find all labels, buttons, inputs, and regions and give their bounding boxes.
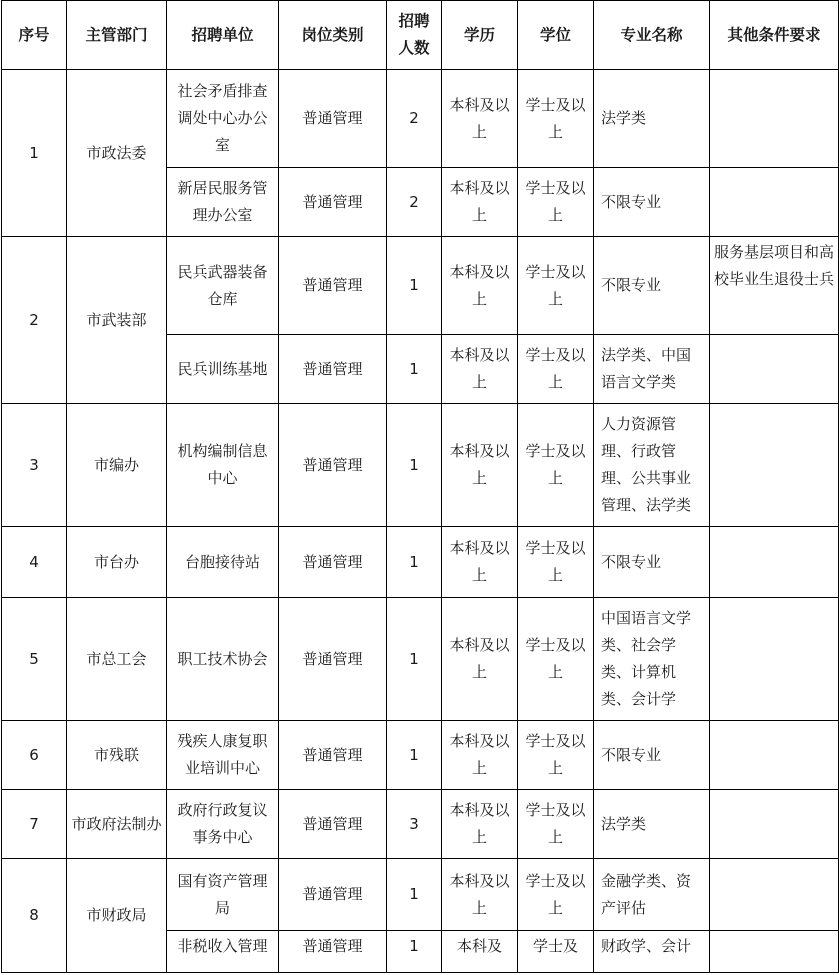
other-cell: 服务基层项目和高校毕业生退役士兵 — [710, 237, 839, 335]
other-cell — [710, 790, 839, 859]
education-cell: 本科及以上 — [442, 527, 518, 598]
recruitment-table — [1, 0, 839, 973]
header-unit: 招聘单位 — [167, 1, 279, 70]
seq-cell: 7 — [2, 790, 67, 859]
category-cell: 普通管理 — [279, 931, 387, 973]
header-major: 专业名称 — [594, 1, 710, 70]
category-cell: 普通管理 — [279, 790, 387, 859]
seq-cell: 5 — [2, 598, 67, 721]
education-cell: 本科及以上 — [442, 168, 518, 237]
category-cell: 普通管理 — [279, 404, 387, 527]
header-dept: 主管部门 — [67, 1, 167, 70]
other-cell — [710, 721, 839, 790]
table-row — [2, 404, 839, 527]
education-cell: 本科及以上 — [442, 790, 518, 859]
count-cell: 2 — [387, 168, 442, 237]
unit-cell: 政府行政复议事务中心 — [167, 790, 279, 859]
count-cell: 1 — [387, 859, 442, 931]
header-seq: 序号 — [2, 1, 67, 70]
seq-cell: 6 — [2, 721, 67, 790]
unit-cell: 新居民服务管理办公室 — [167, 168, 279, 237]
seq-cell: 4 — [2, 527, 67, 598]
degree-cell: 学士及以上 — [518, 168, 594, 237]
unit-cell: 机构编制信息中心 — [167, 404, 279, 527]
degree-cell: 学士及以上 — [518, 70, 594, 168]
other-cell — [710, 70, 839, 168]
major-cell: 人力资源管理、行政管理、公共事业管理、法学类 — [594, 404, 710, 527]
seq-cell: 2 — [2, 237, 67, 404]
header-row — [2, 1, 839, 70]
seq-cell: 3 — [2, 404, 67, 527]
education-cell: 本科及以上 — [442, 721, 518, 790]
education-cell: 本科及以上 — [442, 859, 518, 931]
dept-cell: 市财政局 — [67, 859, 167, 973]
major-cell: 法学类 — [594, 70, 710, 168]
unit-cell: 民兵武器装备仓库 — [167, 237, 279, 335]
degree-cell: 学士及以上 — [518, 335, 594, 404]
degree-cell: 学士及以上 — [518, 527, 594, 598]
dept-cell: 市残联 — [67, 721, 167, 790]
seq-cell: 1 — [2, 70, 67, 237]
unit-cell: 非税收入管理 — [167, 931, 279, 973]
degree-cell: 学士及以上 — [518, 404, 594, 527]
major-cell: 金融学类、资产评估 — [594, 859, 710, 931]
other-cell — [710, 931, 839, 973]
table-row — [2, 237, 839, 335]
major-cell: 不限专业 — [594, 721, 710, 790]
other-cell — [710, 527, 839, 598]
education-cell: 本科及以上 — [442, 335, 518, 404]
major-cell: 中国语言文学类、社会学类、计算机类、会计学 — [594, 598, 710, 721]
table-row — [2, 527, 839, 598]
education-cell: 本科及以上 — [442, 70, 518, 168]
header-degree: 学位 — [518, 1, 594, 70]
category-cell: 普通管理 — [279, 168, 387, 237]
unit-cell: 民兵训练基地 — [167, 335, 279, 404]
degree-cell: 学士及以上 — [518, 790, 594, 859]
other-cell — [710, 859, 839, 931]
count-cell: 1 — [387, 404, 442, 527]
unit-cell: 残疾人康复职业培训中心 — [167, 721, 279, 790]
other-cell — [710, 335, 839, 404]
count-cell: 1 — [387, 237, 442, 335]
count-cell: 1 — [387, 335, 442, 404]
major-cell: 财政学、会计 — [594, 931, 710, 973]
major-cell: 法学类、中国语言文学类 — [594, 335, 710, 404]
major-cell: 不限专业 — [594, 527, 710, 598]
unit-cell: 职工技术协会 — [167, 598, 279, 721]
dept-cell: 市政府法制办 — [67, 790, 167, 859]
major-cell: 不限专业 — [594, 237, 710, 335]
header-other: 其他条件要求 — [710, 1, 839, 70]
table-row — [2, 859, 839, 931]
unit-cell: 国有资产管理局 — [167, 859, 279, 931]
major-cell: 法学类 — [594, 790, 710, 859]
category-cell: 普通管理 — [279, 598, 387, 721]
education-cell: 本科及以上 — [442, 404, 518, 527]
category-cell: 普通管理 — [279, 527, 387, 598]
degree-cell: 学士及 — [518, 931, 594, 973]
category-cell: 普通管理 — [279, 859, 387, 931]
count-cell: 2 — [387, 70, 442, 168]
unit-cell: 社会矛盾排查调处中心办公室 — [167, 70, 279, 168]
degree-cell: 学士及以上 — [518, 598, 594, 721]
header-education: 学历 — [442, 1, 518, 70]
category-cell: 普通管理 — [279, 335, 387, 404]
table-row — [2, 790, 839, 859]
dept-cell: 市武装部 — [67, 237, 167, 404]
dept-cell: 市总工会 — [67, 598, 167, 721]
count-cell: 1 — [387, 721, 442, 790]
unit-cell: 台胞接待站 — [167, 527, 279, 598]
count-cell: 1 — [387, 527, 442, 598]
header-count: 招聘人数 — [387, 1, 442, 70]
other-cell — [710, 598, 839, 721]
table-row — [2, 721, 839, 790]
category-cell: 普通管理 — [279, 721, 387, 790]
header-category: 岗位类别 — [279, 1, 387, 70]
education-cell: 本科及以上 — [442, 237, 518, 335]
other-cell — [710, 168, 839, 237]
count-cell: 1 — [387, 931, 442, 973]
degree-cell: 学士及以上 — [518, 859, 594, 931]
dept-cell: 市编办 — [67, 404, 167, 527]
dept-cell: 市台办 — [67, 527, 167, 598]
table-row — [2, 598, 839, 721]
dept-cell: 市政法委 — [67, 70, 167, 237]
count-cell: 1 — [387, 598, 442, 721]
category-cell: 普通管理 — [279, 70, 387, 168]
seq-cell: 8 — [2, 859, 67, 973]
education-cell: 本科及 — [442, 931, 518, 973]
other-cell — [710, 404, 839, 527]
table-row — [2, 70, 839, 168]
degree-cell: 学士及以上 — [518, 237, 594, 335]
degree-cell: 学士及以上 — [518, 721, 594, 790]
count-cell: 3 — [387, 790, 442, 859]
category-cell: 普通管理 — [279, 237, 387, 335]
major-cell: 不限专业 — [594, 168, 710, 237]
education-cell: 本科及以上 — [442, 598, 518, 721]
